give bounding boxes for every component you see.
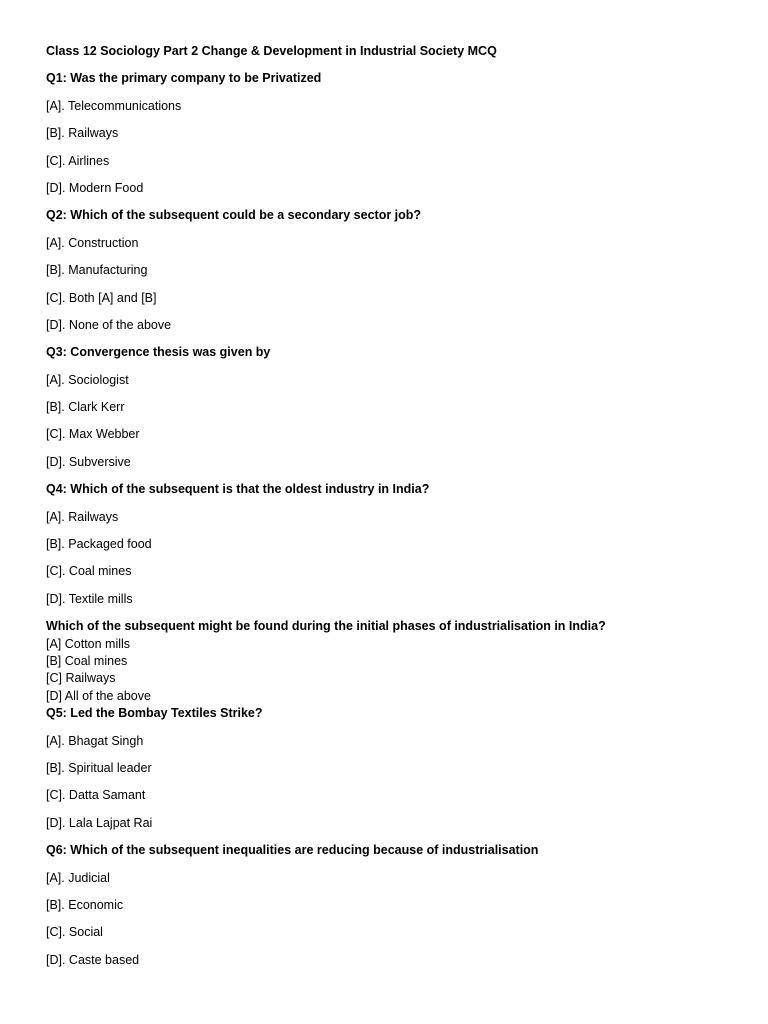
option-b: [B]. Spiritual leader (46, 760, 152, 775)
option-b: [B]. Manufacturing (46, 263, 148, 278)
option-c: [C]. Airlines (46, 153, 110, 168)
option-a: [A]. Bhagat Singh (46, 733, 144, 748)
option-b: [B] Coal mines (46, 653, 128, 668)
option-c: [C]. Both [A] and [B] (46, 290, 157, 305)
option-b: [B]. Railways (46, 126, 119, 141)
option-b: [B]. Economic (46, 897, 124, 912)
question-text: Q4: Which of the subsequent is that the oldest industry in India? (46, 482, 430, 497)
option-c: [C]. Coal mines (46, 564, 132, 579)
option-a: [A]. Sociologist (46, 372, 129, 387)
option-d: [D]. Caste based (46, 952, 140, 967)
question-block-q2 (46, 207, 736, 334)
question-block-q5 (46, 705, 736, 832)
question-text: Q1: Was the primary company to be Privatized (46, 71, 322, 86)
option-a: [A]. Judicial (46, 870, 110, 885)
option-d: [D]. Modern Food (46, 180, 144, 195)
question-text: Q3: Convergence thesis was given by (46, 345, 271, 360)
question-text: Q2: Which of the subsequent could be a secondary sector job? (46, 208, 422, 223)
document-title: Class 12 Sociology Part 2 Change & Development in Industrial Society MCQ (46, 44, 497, 58)
option-a: [A] Cotton mills (46, 636, 131, 651)
option-a: [A]. Construction (46, 235, 139, 250)
option-b: [B]. Clark Kerr (46, 400, 125, 415)
option-d: [D]. Subversive (46, 454, 131, 469)
question-text: Q5: Led the Bombay Textiles Strike? (46, 706, 263, 721)
question-text: Which of the subsequent might be found during the initial phases of industrialisation in India? (46, 619, 606, 634)
option-a: [A]. Telecommunications (46, 98, 182, 113)
question-block-q1 (46, 70, 736, 197)
option-d: [D]. Lala Lajpat Rai (46, 815, 153, 830)
question-text: Q6: Which of the subsequent inequalities are reducing because of industrialisation (46, 843, 539, 858)
option-d: [D] All of the above (46, 688, 151, 703)
option-c: [C]. Social (46, 925, 103, 940)
option-d: [D]. None of the above (46, 317, 172, 332)
question-block-q6 (46, 842, 736, 969)
question-block-q4 (46, 481, 736, 608)
option-c: [C]. Datta Samant (46, 788, 146, 803)
option-c: [C] Railways (46, 671, 116, 686)
option-d: [D]. Textile mills (46, 591, 133, 606)
option-c: [C]. Max Webber (46, 427, 140, 442)
question-block-unnumbered (46, 618, 736, 705)
document-content (46, 43, 736, 979)
question-block-q3 (46, 344, 736, 471)
option-a: [A]. Railways (46, 509, 119, 524)
option-b: [B]. Packaged food (46, 537, 152, 552)
